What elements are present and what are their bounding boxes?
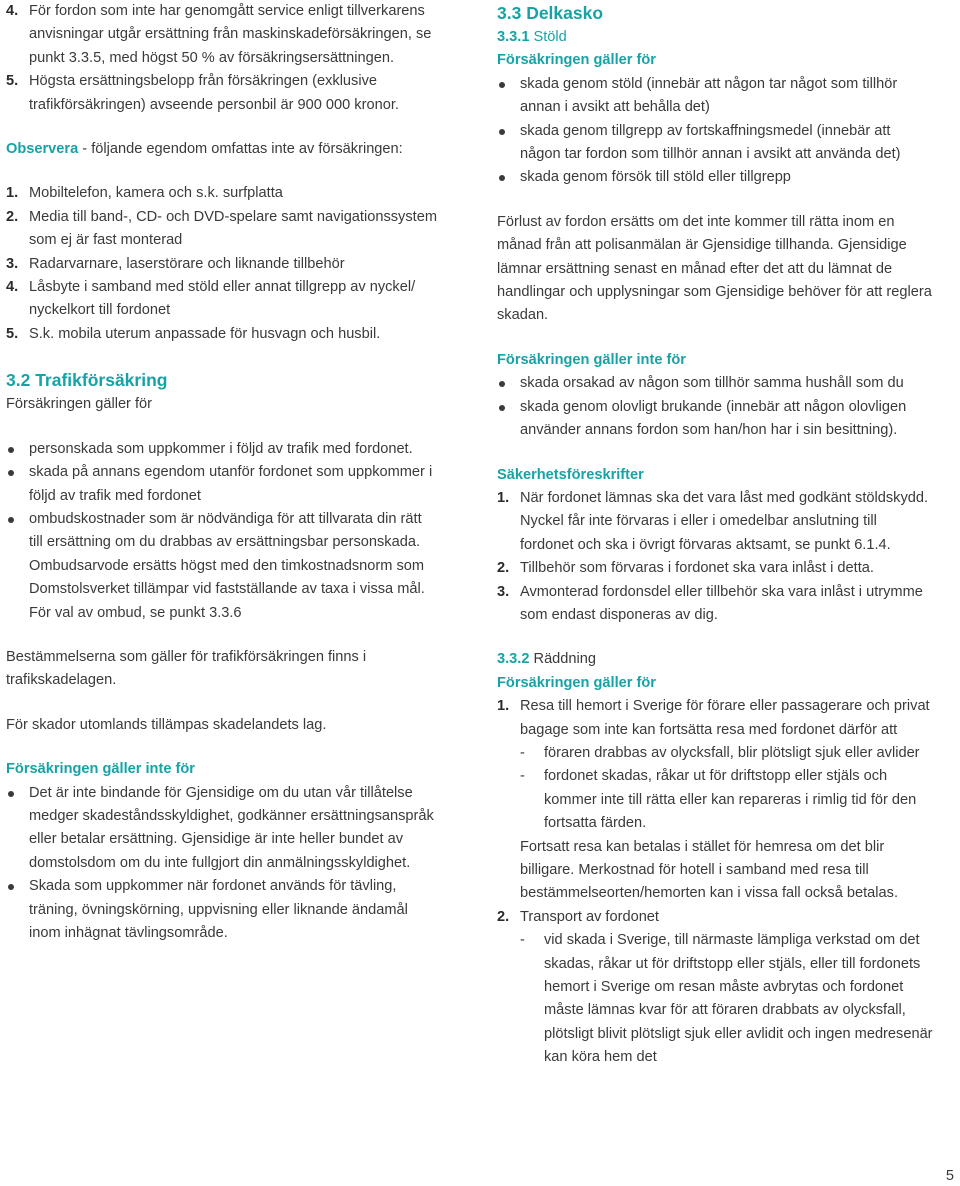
list-item: 3. Radarvarnare, laserstörare och liknande tillbehör <box>6 255 345 272</box>
list-item: 1. När fordonet lämnas ska det vara låst med godkänt stöldskydd. <box>497 489 929 506</box>
dash-item: - föraren drabbas av olycksfall, blir plötsligt sjuk eller avlider <box>520 744 920 761</box>
right-column: 3.3 Delkasko 3.3.1 Stöld Försäkringen gäller för skada genom stöld (innebär att någon tar något som tillhör annan i avsikt att behålla det) skada genom tillgrepp av fortskaffningsmedel (innebär att någon tar fordon som tillhör annan i avsikt att använda det) skada genom försök till stöld eller tillgrepp Förlust av fordon ersätts om det inte kommer till rätta inom en månad från att polisanmälan är Gjensidige tillhanda. Gjensidige lämnar ersättning senast en månad efter det att du lämnat de handlingar och upplysningar som Gjensidige behöver för att reglera skadan. Försäkringen gäller inte för skada orsakad av någon som tillhör samma hushåll som du skada genom olovligt brukande (innebär att någon olovligen använder annans fordon som han/hon har i sin besittning). Säkerhetsföreskrifter 1. När fordonet lämnas ska det vara låst med godkänt stöldskydd. Nyckel får inte förvaras i eller i omedelbar anslutning till fordonet och ska i övrigt förvaras aktsamt, se punkt 6.1.4. 2. Tillbehör som förvaras i fordonet ska vara inlåst i detta. 3. Avmonterad fordonsdel eller tillbehör ska vara inlåst i utrymme som endast disponeras av dig. 3.3.2 Räddning Försäkringen gäller för 1. Resa till hemort i Sverige för förare eller passagerare och privat bagage som inte kan fortsätta resa med fordonet därför att - föraren drabbas av olycksfall, blir plötsligt sjuk eller avlider - fordonet skadas, råkar ut för driftstopp eller stjäls och kommer inte till rätta eller kan repareras i rimlig tid för den fortsatta färden. Fortsatt resa kan betalas i stället för hemresa om det blir billigare. Merkostnad för hotell i samband med resa till bestämmelseorten/hemorten kan i vissa fall också betalas. 2. Transport av fordonet - vid skada i Sverige, till närmaste lämpliga verkstad om det skadas, råkar ut för driftstopp eller stjäls, eller till fordonets hemort i Sverige om resan måste avbrytas och fordonet måste lämnas kvar för att föraren drabbats av olycksfall, plötsligt blivit plötsligt sjuk eller avlidit och ingen medresenär kan köra hem det <box>497 0 957 1070</box>
left-column: 4. För fordon som inte har genomgått service enligt tillverkarens anvisningar utgår ersättning från maskinskadeförsäkringen, se punkt 3.3.5, med högst 50 % av försäkringsersättningen. 5. Högsta ersättningsbelopp från försäkringen (exklusive trafikförsäkringen) avseende personbil är 900 000 kronor. Observera - följande egendom omfattas inte av försäkringen: 1. Mobiltelefon, kamera och s.k. surfplatta 2. Media till band-, CD- och DVD-spelare samt navigationssystem som ej är fast monterad 3. Radarvarnare, laserstörare och liknande tillbehör 4. Låsbyte i samband med stöld eller annat tillgrepp av nyckel/ nyckelkort till fordonet 5. S.k. mobila uterum anpassade för husvagn och husbil. 3.2 Trafikförsäkring Försäkringen gäller för personskada som uppkommer i följd av trafik med fordonet. skada på annans egendom utanför fordonet som uppkommer i följd av trafik med fordonet ombudskostnader som är nödvändiga för att tillvarata din rätt till ersättning om du drabbas av ersättningsbar personskada. Ombudsarvode ersätts högst med den timkostnadsnorm som Domstolsverket tillämpar vid fastställande av taxa i vissa mål. För val av ombud, se punkt 3.3.6 Bestämmelserna som gäller för trafikförsäkringen finns i trafikskadelagen. För skador utomlands tillämpas skadelandets lag. Försäkringen gäller inte för Det är inte bindande för Gjensidige om du utan vår tillåtelse medger skadeståndsskyldighet, godkänner ersättningsanspråk eller betalar ersättning. Gjensidige är inte heller bundet av domstolsdom om du inte fullgjort din anmälningsskyldighet. Skada som uppkommer när fordonet används för tävling, träning, övningskörning, uppvisning eller liknande ändamål inom inhägnat tävlingsområde. <box>6 0 468 945</box>
bullet-item: Det är inte bindande för Gjensidige om du utan vår tillåtelse <box>6 782 468 805</box>
bullet-item: skada på annans egendom utanför fordonet som uppkommer i <box>6 461 468 484</box>
list-item: 2. Media till band-, CD- och DVD-spelare samt navigationssystem <box>6 208 437 225</box>
paragraph: Förlust av fordon ersätts om det inte kommer till rätta inom en <box>497 213 895 230</box>
bullet-item: skada genom olovligt brukande (innebär att någon olovligen <box>497 396 957 419</box>
section-heading: Försäkringen gäller inte för <box>6 761 195 778</box>
paragraph: För skador utomlands tillämpas skadelandets lag. <box>6 716 327 733</box>
section-heading: Säkerhetsföreskrifter <box>497 466 644 483</box>
bullet-item: Skada som uppkommer när fordonet används för tävling, <box>6 875 468 898</box>
dash-item: - fordonet skadas, råkar ut för driftstopp eller stjäls och <box>520 768 888 785</box>
bullet-item: personskada som uppkommer i följd av trafik med fordonet. <box>6 438 468 461</box>
section-subtitle: Försäkringen gäller för <box>6 396 153 413</box>
bullet-item: skada genom försök till stöld eller tillgrepp <box>497 166 957 189</box>
subsection-title-theft: 3.3.1 Stöld <box>497 29 567 45</box>
list-item: 4. För fordon som inte har genomgått service enligt tillverkarens <box>6 3 425 19</box>
list-item: 4. Låsbyte i samband med stöld eller annat tillgrepp av nyckel/ <box>6 279 416 296</box>
section-title-delkasko: 3.3 Delkasko <box>497 3 604 23</box>
list-item: 5. S.k. mobila uterum anpassade för husvagn och husbil. <box>6 325 381 342</box>
list-item: 3. Avmonterad fordonsdel eller tillbehör ska vara inlåst i utrymme <box>497 583 923 600</box>
subsection-title-rescue: 3.3.2 Räddning <box>497 651 597 668</box>
list-item: 5. Högsta ersättningsbelopp från försäkringen (exklusive <box>6 73 378 90</box>
paragraph: Bestämmelserna som gäller för trafikförsäkringen finns i <box>6 648 367 665</box>
section-heading: Försäkringen gäller för <box>497 52 656 69</box>
section-title-traffic: 3.2 Trafikförsäkring <box>6 370 168 391</box>
section-heading: Försäkringen gäller inte för <box>497 351 686 368</box>
list-item: 2. Transport av fordonet <box>497 908 659 925</box>
bullet-item: skada genom tillgrepp av fortskaffningsmedel (innebär att <box>497 120 957 143</box>
bullet-item: skada genom stöld (innebär att någon tar något som tillhör <box>497 73 957 96</box>
list-item: 1. Resa till hemort i Sverige för förare eller passagerare och privat <box>497 698 930 715</box>
section-heading: Försäkringen gäller för <box>497 674 656 691</box>
page-number: 5 <box>945 1168 954 1184</box>
bullet-item: skada orsakad av någon som tillhör samma hushåll som du <box>497 372 957 395</box>
dash-item: - vid skada i Sverige, till närmaste lämpliga verkstad om det <box>520 932 920 949</box>
list-item: 1. Mobiltelefon, kamera och s.k. surfplatta <box>6 185 283 202</box>
bullet-item: ombudskostnader som är nödvändiga för att tillvarata din rätt <box>6 508 468 531</box>
list-item: 2. Tillbehör som förvaras i fordonet ska vara inlåst i detta. <box>497 560 874 577</box>
observe-note: Observera - följande egendom omfattas inte av försäkringen: <box>6 141 403 158</box>
